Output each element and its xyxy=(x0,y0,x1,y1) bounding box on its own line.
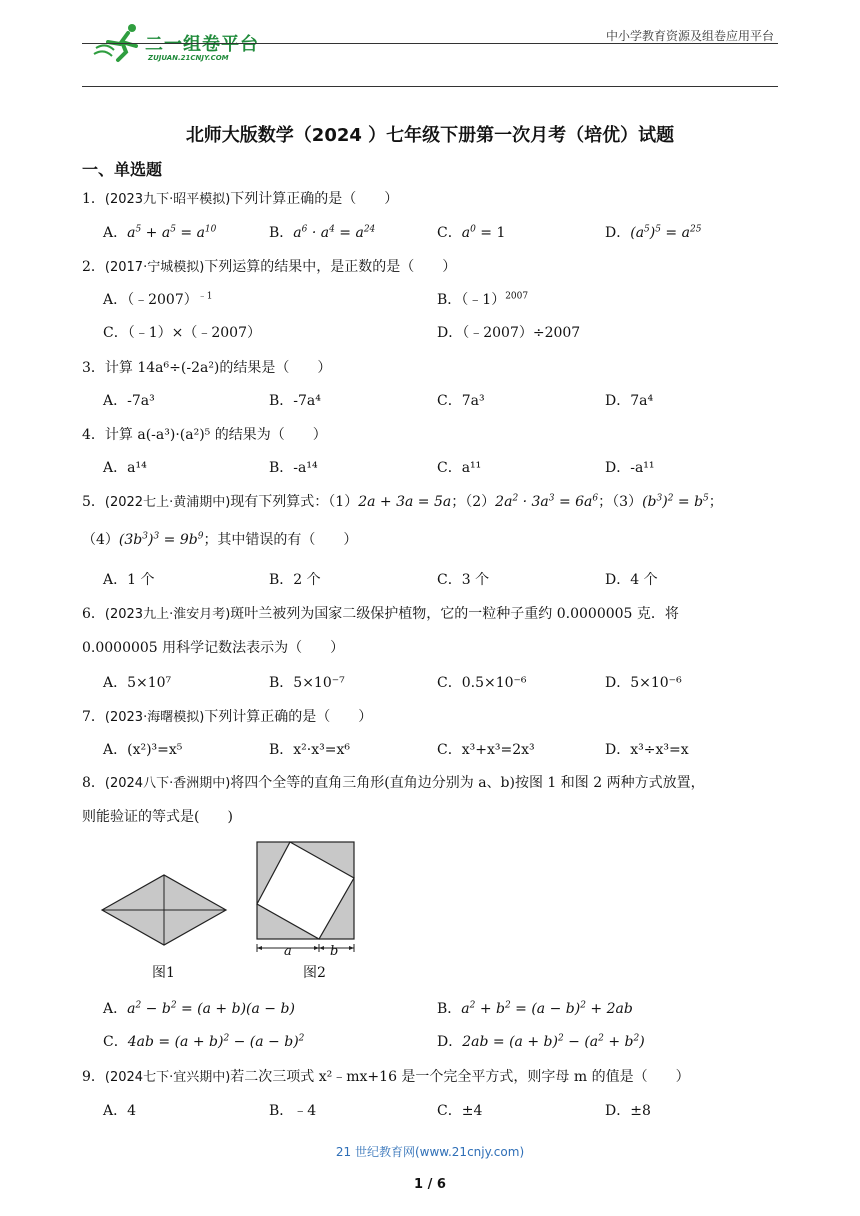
q3-option-a[interactable]: A．-7a³ xyxy=(103,393,155,409)
q8-option-c[interactable]: C．$4ab = (a + b)^2 - (a - b)^2$ xyxy=(103,1033,305,1050)
q5-option-a[interactable]: A．1 个 xyxy=(103,572,155,588)
figure-1-caption: 图1 xyxy=(152,965,175,981)
question-5: 5．(2022七上·黄浦期中)现有下列算式：（1）2a + 3a = 5a；$(2)2a^2 \cdot 3a^3 = 6a^6$；$(3)(b^3)^2 = b^5$； xyxy=(82,493,723,510)
q2-option-c[interactable]: C．（﹣1）×（﹣2007） xyxy=(103,325,261,341)
q5-option-c[interactable]: C．3 个 xyxy=(437,572,490,588)
figure-2-label-a: a xyxy=(284,944,292,959)
footer-site-link[interactable]: 21 世纪教育网(www.21cnjy.com) xyxy=(335,1145,525,1159)
q9-option-b[interactable]: B．﹣4 xyxy=(269,1103,317,1119)
q7-option-a[interactable]: A．(x²)³=x⁵ xyxy=(103,742,183,758)
question-source: (2023九下·昭平模拟) xyxy=(104,192,231,207)
question-2: 2．(2017·宁城模拟)下列运算的结果中，是正数的是（ ） xyxy=(82,259,457,275)
question-6-line2: 0.0000005 用科学记数法表示为（ ） xyxy=(82,640,345,656)
q4-option-d[interactable]: D．-a¹¹ xyxy=(605,460,655,476)
figure-2-label-b: b xyxy=(330,944,339,959)
q1-option-d[interactable]: D．$(a^5)^5 = a^{25}$ xyxy=(605,224,702,241)
q2-option-d[interactable]: D．（﹣2007）÷2007 xyxy=(437,325,581,341)
q1-option-c[interactable]: C．$a^0 = 1$ xyxy=(437,224,506,241)
q6-option-a[interactable]: A．5×10⁷ xyxy=(103,675,172,691)
question-3: 3．计算 14a⁶÷(-2a²)的结果是（ ） xyxy=(82,360,332,376)
q6-option-c[interactable]: C．0.5×10⁻⁶ xyxy=(437,675,527,691)
question-text: 下列计算正确的是（ ） xyxy=(230,191,399,207)
logo-text: 二一组卷平台 xyxy=(145,34,259,55)
question-number: 1． xyxy=(82,191,105,207)
q4-option-b[interactable]: B．-a¹⁴ xyxy=(269,460,318,476)
question-8-line2: 则能验证的等式是( ) xyxy=(82,809,233,825)
q5-option-b[interactable]: B．2 个 xyxy=(269,572,321,588)
question-9: 9．(2024七下·宜兴期中)若二次三项式 x²﹣mx+16 是一个完全平方式，则字母 m 的值是（ ） xyxy=(82,1069,690,1085)
q9-option-d[interactable]: D．±8 xyxy=(605,1103,651,1119)
q3-option-d[interactable]: D．7a⁴ xyxy=(605,393,654,409)
page-number: 1 / 6 xyxy=(414,1177,446,1192)
q5-option-d[interactable]: D．4 个 xyxy=(605,572,658,588)
q7-option-c[interactable]: C．x³+x³=2x³ xyxy=(437,742,535,758)
q9-option-a[interactable]: A．4 xyxy=(103,1103,137,1119)
q3-option-b[interactable]: B．-7a⁴ xyxy=(269,393,321,409)
q8-option-d[interactable]: D．$2ab = (a + b)^2 - (a^2 + b^2)$ xyxy=(437,1033,645,1050)
question-1 xyxy=(82,188,398,208)
page-title: 北师大版数学（2024 ）七年级下册第一次月考（培优）试题 xyxy=(185,125,675,146)
section-heading: 一、单选题 xyxy=(82,160,163,179)
q7-option-d[interactable]: D．x³÷x³=x xyxy=(605,742,689,758)
q2-option-b[interactable]: B．（﹣1）$^{2007}$ xyxy=(437,291,529,308)
figure-2-caption: 图2 xyxy=(303,965,326,981)
figure-1-rhombus xyxy=(100,872,230,948)
header-rule xyxy=(82,43,778,44)
header-rule-lower xyxy=(82,86,778,87)
q7-option-b[interactable]: B．x²·x³=x⁶ xyxy=(269,742,350,758)
q6-option-b[interactable]: B．5×10⁻⁷ xyxy=(269,675,345,691)
question-8: 8．(2024八下·香洲期中)将四个全等的直角三角形(直角边分别为 a、b)按图 1 和图 2 两种方式放置， xyxy=(82,775,705,791)
q3-option-c[interactable]: C．7a³ xyxy=(437,393,485,409)
q1-option-a[interactable]: A．$a^5 + a^5 = a^{10}$ xyxy=(103,224,217,241)
figure-2-square xyxy=(255,840,357,962)
q6-option-d[interactable]: D．5×10⁻⁶ xyxy=(605,675,682,691)
question-5-line2: $(4)(3b^3)^3 = 9b^9$；其中错误的有（ ） xyxy=(82,531,358,548)
q1-option-b[interactable]: B．$a^6 \cdot a^4 = a^{24}$ xyxy=(269,224,376,241)
q8-option-a[interactable]: A．$a^2 - b^2 = (a + b)(a - b)$ xyxy=(103,1000,295,1017)
question-4: 4．计算 a(-a³)·(a²)⁵ 的结果为（ ） xyxy=(82,427,327,443)
question-6: 6．(2023九上·淮安月考)斑叶兰被列为国家二级保护植物，它的一粒种子重约 0.0000005 克．将 xyxy=(82,606,679,622)
q9-option-c[interactable]: C．±4 xyxy=(437,1103,483,1119)
q4-option-c[interactable]: C．a¹¹ xyxy=(437,460,482,476)
header-site-name: 中小学教育资源及组卷应用平台 xyxy=(605,29,774,43)
q8-option-b[interactable]: B．$a^2 + b^2 = (a - b)^2 + 2ab$ xyxy=(437,1000,633,1017)
q4-option-a[interactable]: A．a¹⁴ xyxy=(103,460,147,476)
question-7: 7．(2023·海曙模拟)下列计算正确的是（ ） xyxy=(82,709,373,725)
q2-option-a[interactable]: A．（﹣2007）$^{﹣1}$ xyxy=(103,291,213,308)
logo-subtext: ZUJUAN.21CNJY.COM xyxy=(148,54,229,62)
